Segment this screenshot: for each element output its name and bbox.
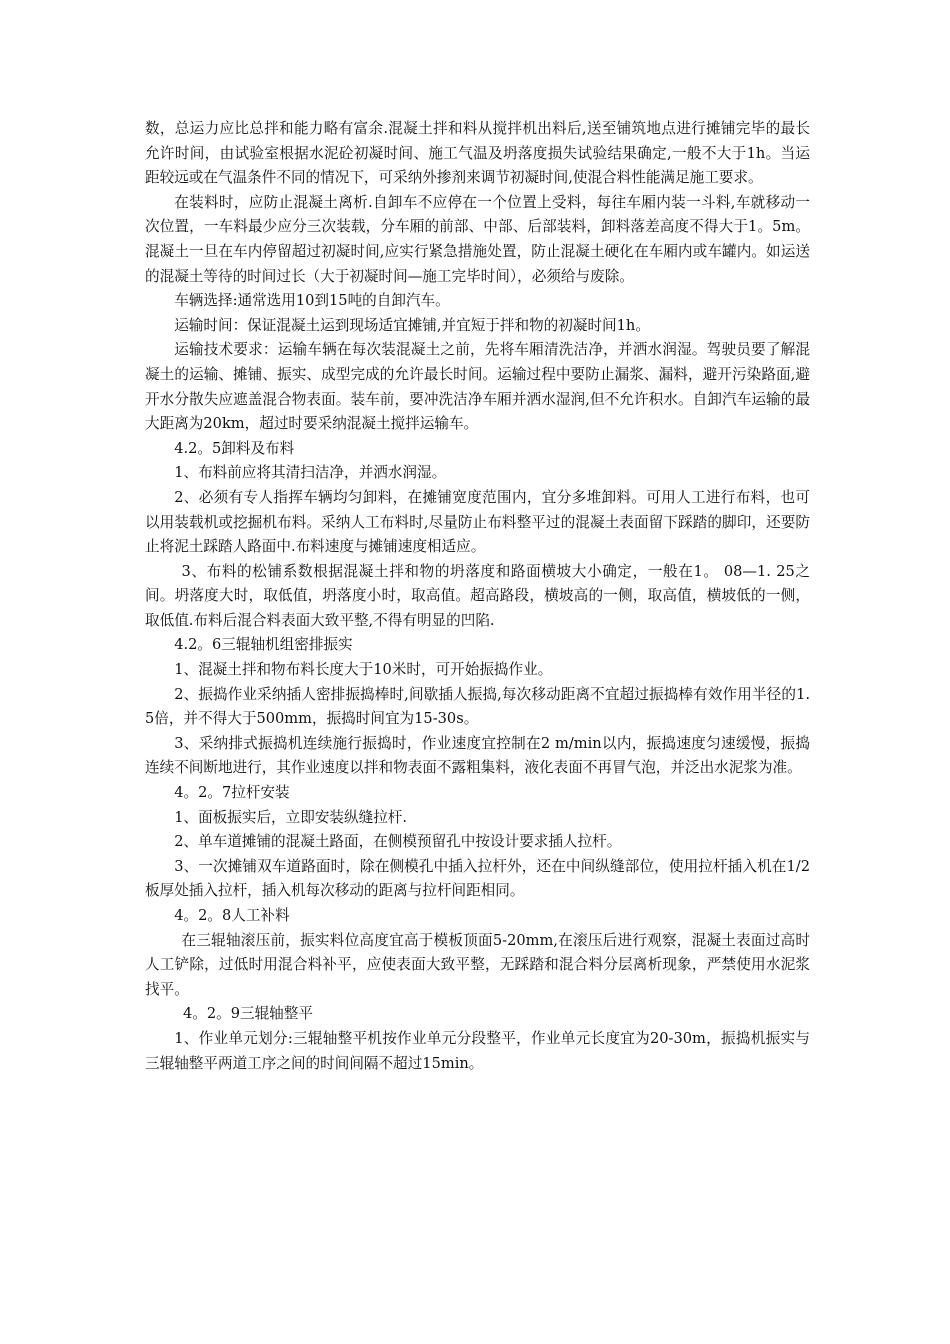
- paragraph-vehicle-selection: 车辆选择:通常选用10到15吨的自卸汽车。: [174, 292, 450, 310]
- list-item: 1、面板振实后，立即安装纵缝拉杆.: [174, 808, 408, 826]
- document-body: [145, 117, 810, 1076]
- paragraph-manual-fill: 在三辊轴滚压前，振实料位高度宜高于模板顶面5-20mm,在滚压后进行观察，混凝土表面过高时人工铲除，过低时用混合料补平，应使表面大致平整，无踩踏和混合料分层离析现象，严禁使用水泥浆找平。: [145, 931, 810, 998]
- paragraph-transport-requirements: 运输技术要求：运输车辆在每次装混凝土之前，先将车厢清洗洁净，并洒水润湿。驾驶员要了解混凝土的运输、摊铺、振实、成型完成的允许最长时间。运输过程中要防止漏浆、漏料，避开污染路面,避开水分散失应遮盖混合物表面。装车前，要冲洗洁净车厢并洒水湿润,但不允许积水。自卸汽车运输的最大距离为20km，超过时要采纳混凝土搅拌运输车。: [145, 341, 810, 433]
- section-heading-4-2-6: 4.2。6三辊轴机组密排振实: [174, 636, 353, 654]
- list-item: 2、必须有专人指挥车辆均匀卸料，在摊铺宽度范围内，宜分多堆卸料。可用人工进行布料，也可以用装载机或挖掘机布料。采纳人工布料时,尽量防止布料整平过的混凝土表面留下踩踏的脚印，还要防止将泥土踩踏人路面中.布料速度与摊铺速度相适应。: [145, 488, 810, 556]
- paragraph-transport-capacity: 数，总运力应比总拌和能力略有富余.混凝土拌和料从搅拌机出料后,送至铺筑地点进行摊铺完毕的最长允许时间，由试验室根据水泥砼初凝时间、施工气温及坍落度损失试验结果确定,一般不大于1h。当运距较远或在气温条件不同的情况下，可采纳外掺剂来调节初凝时间,使混合料性能满足施工要求。: [145, 120, 810, 187]
- list-item: 2、振捣作业采纳插人密排振捣棒时,间歇插人振捣,每次移动距离不宜超过振捣棒有效作用半径的1.5倍，并不得大于500mm，振捣时间宜为15-30s。: [145, 685, 810, 728]
- section-heading-4-2-7: 4。2。7拉杆安装: [174, 784, 290, 802]
- paragraph-loading: 在装料时，应防止混凝土离析.自卸车不应停在一个位置上受料，每往车厢内装一斗料,车就移动一次位置，一车料最少应分三次装载，分车厢的前部、中部、后部装料，卸料落差高度不得大于1。5m。混凝土一旦在车内停留超过初凝时间,应实行紧急措施处置，防止混凝土硬化在车厢内或车罐内。如运送的混凝土等待的时间过长（大于初凝时间—施工完毕时间），必须给与废除。: [145, 193, 810, 285]
- section-heading-4-2-8: 4。2。8人工补料: [174, 907, 290, 924]
- list-item: 1、布料前应将其清扫洁净，并洒水润湿。: [174, 464, 447, 482]
- list-item: 3、布料的松铺系数根据混凝土拌和物的坍落度和路面横坡大小确定，一般在1。 08—1. 25之间。坍落度大时，取低值，坍落度小时，取高值。超高路段，横坡高的一侧，取高值，横坡低的一侧，取低值.布料后混合料表面大致平整,不得有明显的凹陷.: [145, 562, 810, 629]
- list-item: 3、采纳排式振捣机连续施行振捣时，作业速度宜控制在2 m/min以内，振捣速度匀速缓慢，振捣连续不间断地进行，其作业速度以拌和物表面不露粗集料，液化表面不再冒气泡，并泛出水泥浆为准。: [145, 734, 810, 777]
- paragraph-transport-time: 运输时间：保证混凝土运到现场适宜摊铺,并宜短于拌和物的初凝时间1h。: [174, 316, 650, 334]
- list-item: 3、一次摊铺双车道路面时，除在侧模孔中插入拉杆外，还在中间纵缝部位，使用拉杆插入机在1/2板厚处插入拉杆，插入机每次移动的距离与拉杆间距相同。: [145, 857, 810, 900]
- list-item: 1、混凝土拌和物布料长度大于10米时，可开始振捣作业。: [174, 661, 553, 679]
- section-heading-4-2-9: 4。2。9三辊轴整平: [182, 1005, 313, 1023]
- list-item: 2、单车道摊铺的混凝土路面，在侧模预留孔中按设计要求插人拉杆。: [174, 833, 622, 851]
- list-item: 1、作业单元划分:三辊轴整平机按作业单元分段整平，作业单元长度宜为20-30m，振捣机振实与三辊轴整平两道工序之间的时间间隔不超过15min。: [145, 1029, 810, 1072]
- section-heading-4-2-5: 4.2。5卸料及布料: [174, 439, 295, 457]
